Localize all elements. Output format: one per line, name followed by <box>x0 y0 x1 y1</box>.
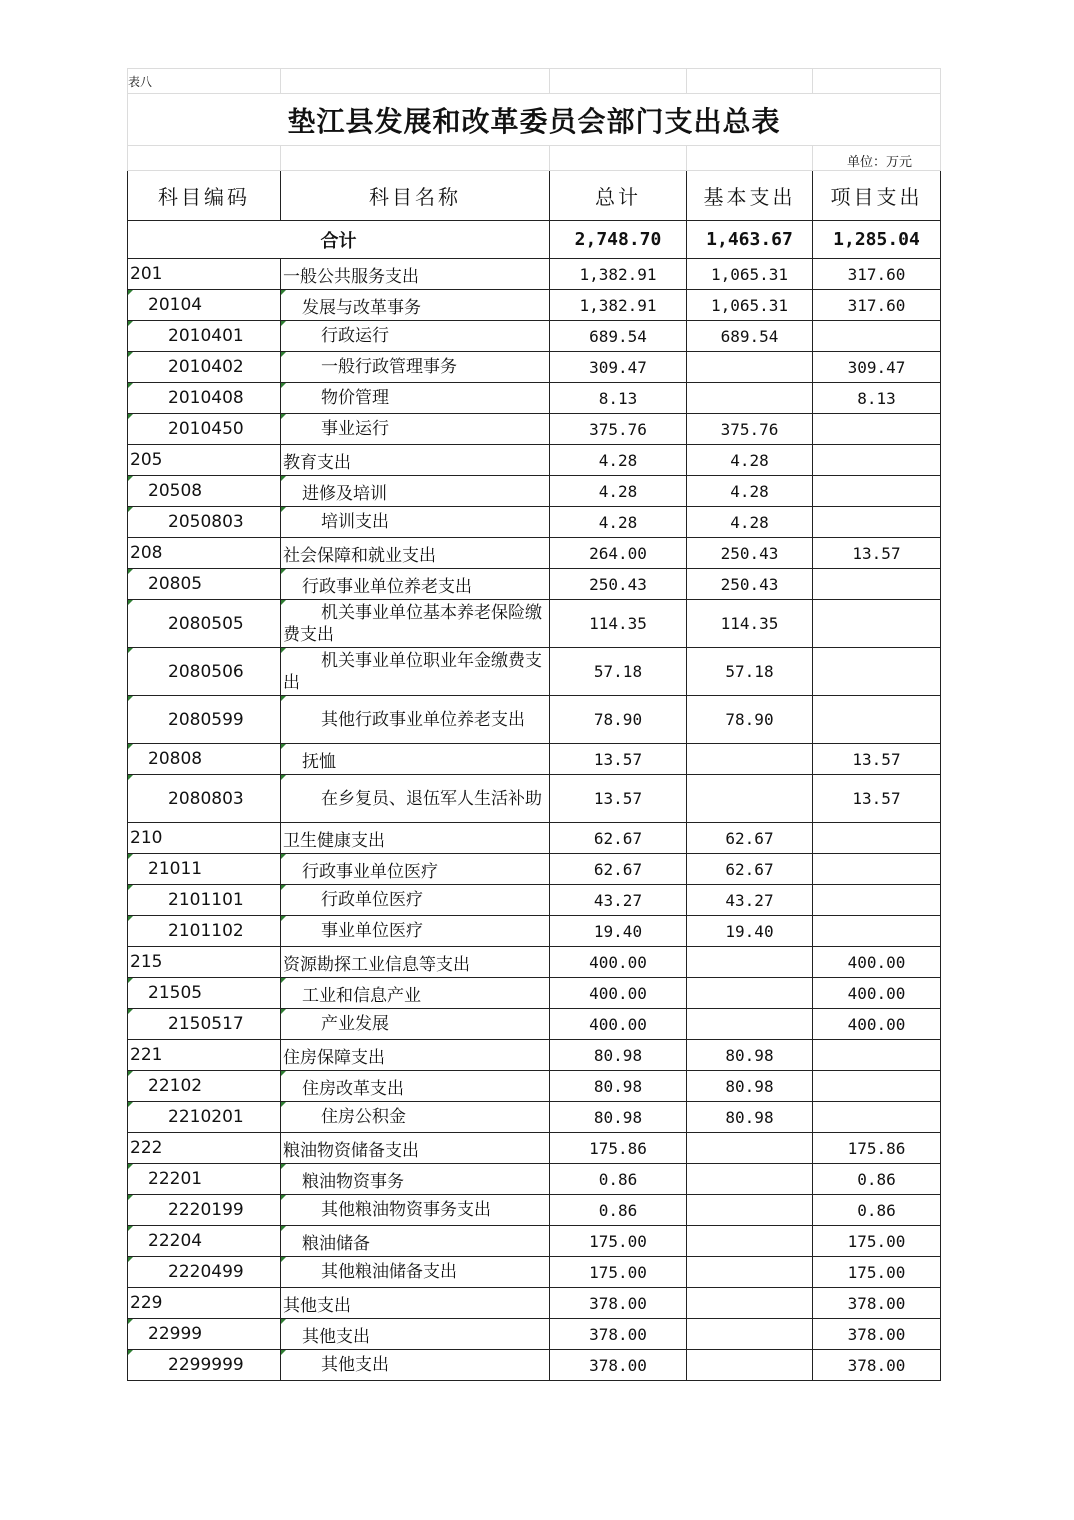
row-name: 其他粮油物资事务支出 <box>281 1195 550 1226</box>
row-project <box>813 414 941 445</box>
row-basic <box>687 1164 813 1195</box>
row-project <box>813 1071 941 1102</box>
row-code: 20808 <box>128 744 281 775</box>
row-basic <box>687 383 813 414</box>
row-name: 卫生健康支出 <box>281 823 550 854</box>
row-project <box>813 569 941 600</box>
table-row <box>128 414 941 445</box>
row-basic: 250.43 <box>687 538 813 569</box>
row-total: 62.67 <box>550 854 687 885</box>
table-header-row <box>128 171 941 221</box>
row-basic: 4.28 <box>687 445 813 476</box>
row-name: 事业单位医疗 <box>281 916 550 947</box>
expenditure-table <box>127 68 941 1381</box>
row-code: 2101101 <box>128 885 281 916</box>
row-total: 1,382.91 <box>550 259 687 290</box>
row-basic <box>687 1288 813 1319</box>
row-project <box>813 600 941 648</box>
row-name: 抚恤 <box>281 744 550 775</box>
row-project <box>813 648 941 696</box>
row-name: 发展与改革事务 <box>281 290 550 321</box>
row-project <box>813 916 941 947</box>
row-total: 689.54 <box>550 321 687 352</box>
expenditure-sheet <box>127 68 940 1381</box>
table-number-label: 表八 <box>128 69 281 94</box>
row-total: 19.40 <box>550 916 687 947</box>
row-project <box>813 823 941 854</box>
table-row <box>128 1009 941 1040</box>
row-basic <box>687 1257 813 1288</box>
table-row <box>128 290 941 321</box>
total-total: 2,748.70 <box>550 221 687 259</box>
row-name: 机关事业单位职业年金缴费支出 <box>281 648 550 696</box>
row-name: 产业发展 <box>281 1009 550 1040</box>
row-code: 2010408 <box>128 383 281 414</box>
row-basic: 80.98 <box>687 1040 813 1071</box>
row-name: 物价管理 <box>281 383 550 414</box>
row-total: 13.57 <box>550 775 687 823</box>
row-name: 在乡复员、退伍军人生活补助 <box>281 775 550 823</box>
row-code: 2080506 <box>128 648 281 696</box>
row-total: 264.00 <box>550 538 687 569</box>
table-row <box>128 854 941 885</box>
row-total: 175.00 <box>550 1226 687 1257</box>
row-total: 400.00 <box>550 978 687 1009</box>
row-project <box>813 321 941 352</box>
row-name: 其他支出 <box>281 1350 550 1381</box>
row-total: 378.00 <box>550 1288 687 1319</box>
row-project <box>813 885 941 916</box>
row-basic: 4.28 <box>687 507 813 538</box>
row-total: 80.98 <box>550 1102 687 1133</box>
row-name: 工业和信息产业 <box>281 978 550 1009</box>
total-project: 1,285.04 <box>813 221 941 259</box>
row-basic <box>687 978 813 1009</box>
row-name: 行政运行 <box>281 321 550 352</box>
table-row <box>128 823 941 854</box>
row-code: 22999 <box>128 1319 281 1350</box>
row-basic: 375.76 <box>687 414 813 445</box>
row-code: 21505 <box>128 978 281 1009</box>
table-row <box>128 1288 941 1319</box>
total-row <box>128 221 941 259</box>
table-row <box>128 1071 941 1102</box>
row-name: 机关事业单位基本养老保险缴费支出 <box>281 600 550 648</box>
row-name: 行政事业单位医疗 <box>281 854 550 885</box>
header-project: 项目支出 <box>813 171 941 221</box>
table-row <box>128 600 941 648</box>
row-code: 2299999 <box>128 1350 281 1381</box>
row-code: 229 <box>128 1288 281 1319</box>
row-total: 309.47 <box>550 352 687 383</box>
row-project: 400.00 <box>813 947 941 978</box>
row-basic: 1,065.31 <box>687 259 813 290</box>
table-row <box>128 445 941 476</box>
row-name: 粮油物资事务 <box>281 1164 550 1195</box>
row-project: 317.60 <box>813 290 941 321</box>
row-code: 2220199 <box>128 1195 281 1226</box>
table-row <box>128 1319 941 1350</box>
row-project: 378.00 <box>813 1350 941 1381</box>
row-name: 住房保障支出 <box>281 1040 550 1071</box>
row-total: 400.00 <box>550 1009 687 1040</box>
row-code: 2010402 <box>128 352 281 383</box>
row-project: 175.00 <box>813 1226 941 1257</box>
total-basic: 1,463.67 <box>687 221 813 259</box>
table-row <box>128 1350 941 1381</box>
row-name: 教育支出 <box>281 445 550 476</box>
row-code: 210 <box>128 823 281 854</box>
row-project: 309.47 <box>813 352 941 383</box>
row-total: 80.98 <box>550 1071 687 1102</box>
row-basic <box>687 1133 813 1164</box>
row-total: 400.00 <box>550 947 687 978</box>
row-basic <box>687 1226 813 1257</box>
row-project: 13.57 <box>813 538 941 569</box>
table-row <box>128 775 941 823</box>
header-basic: 基本支出 <box>687 171 813 221</box>
row-total: 57.18 <box>550 648 687 696</box>
table-row <box>128 744 941 775</box>
row-code: 2010401 <box>128 321 281 352</box>
row-basic: 689.54 <box>687 321 813 352</box>
row-code: 2080803 <box>128 775 281 823</box>
row-project <box>813 476 941 507</box>
table-row <box>128 947 941 978</box>
row-total: 80.98 <box>550 1040 687 1071</box>
table-row <box>128 916 941 947</box>
row-code: 2050803 <box>128 507 281 538</box>
row-name: 其他支出 <box>281 1319 550 1350</box>
row-basic: 43.27 <box>687 885 813 916</box>
row-basic: 1,065.31 <box>687 290 813 321</box>
row-basic: 80.98 <box>687 1102 813 1133</box>
row-project: 0.86 <box>813 1195 941 1226</box>
row-total: 0.86 <box>550 1195 687 1226</box>
row-basic: 4.28 <box>687 476 813 507</box>
unit-label: 单位：万元 <box>813 146 941 171</box>
row-total: 378.00 <box>550 1319 687 1350</box>
row-total: 375.76 <box>550 414 687 445</box>
row-total: 175.86 <box>550 1133 687 1164</box>
row-code: 20508 <box>128 476 281 507</box>
table-row <box>128 978 941 1009</box>
table-row <box>128 321 941 352</box>
row-code: 22204 <box>128 1226 281 1257</box>
row-code: 22201 <box>128 1164 281 1195</box>
table-row <box>128 648 941 696</box>
table-row <box>128 538 941 569</box>
row-name: 行政单位医疗 <box>281 885 550 916</box>
row-code: 2220499 <box>128 1257 281 1288</box>
row-name: 培训支出 <box>281 507 550 538</box>
row-name: 住房公积金 <box>281 1102 550 1133</box>
row-total: 43.27 <box>550 885 687 916</box>
row-total: 13.57 <box>550 744 687 775</box>
row-basic <box>687 775 813 823</box>
table-row <box>128 352 941 383</box>
row-code: 2101102 <box>128 916 281 947</box>
row-code: 20805 <box>128 569 281 600</box>
header-total: 总计 <box>550 171 687 221</box>
row-project <box>813 1102 941 1133</box>
table-row <box>128 1102 941 1133</box>
row-basic: 78.90 <box>687 696 813 744</box>
table-row <box>128 885 941 916</box>
row-name: 住房改革支出 <box>281 1071 550 1102</box>
row-code: 2080599 <box>128 696 281 744</box>
row-total: 8.13 <box>550 383 687 414</box>
page-title: 垫江县发展和改革委员会部门支出总表 <box>128 94 941 146</box>
table-row <box>128 507 941 538</box>
row-total: 250.43 <box>550 569 687 600</box>
row-code: 205 <box>128 445 281 476</box>
row-code: 20104 <box>128 290 281 321</box>
row-name: 进修及培训 <box>281 476 550 507</box>
row-project: 400.00 <box>813 1009 941 1040</box>
row-project: 317.60 <box>813 259 941 290</box>
table-row <box>128 1040 941 1071</box>
row-code: 2210201 <box>128 1102 281 1133</box>
row-basic: 250.43 <box>687 569 813 600</box>
row-basic <box>687 1319 813 1350</box>
row-basic <box>687 1350 813 1381</box>
header-code: 科目编码 <box>128 171 281 221</box>
row-project <box>813 445 941 476</box>
row-project <box>813 696 941 744</box>
row-code: 22102 <box>128 1071 281 1102</box>
row-name: 社会保障和就业支出 <box>281 538 550 569</box>
row-total: 0.86 <box>550 1164 687 1195</box>
row-basic: 80.98 <box>687 1071 813 1102</box>
row-project: 175.86 <box>813 1133 941 1164</box>
row-code: 21011 <box>128 854 281 885</box>
row-total: 114.35 <box>550 600 687 648</box>
table-row <box>128 1195 941 1226</box>
table-row <box>128 383 941 414</box>
row-basic: 57.18 <box>687 648 813 696</box>
row-code: 2080505 <box>128 600 281 648</box>
row-name: 粮油储备 <box>281 1226 550 1257</box>
row-project <box>813 854 941 885</box>
table-row <box>128 1257 941 1288</box>
row-code: 208 <box>128 538 281 569</box>
row-total: 4.28 <box>550 445 687 476</box>
row-name: 一般行政管理事务 <box>281 352 550 383</box>
table-row <box>128 259 941 290</box>
row-name: 行政事业单位养老支出 <box>281 569 550 600</box>
row-name: 其他行政事业单位养老支出 <box>281 696 550 744</box>
table-row <box>128 1226 941 1257</box>
row-project <box>813 1040 941 1071</box>
table-row <box>128 1164 941 1195</box>
row-basic: 62.67 <box>687 854 813 885</box>
row-basic <box>687 1195 813 1226</box>
row-code: 2150517 <box>128 1009 281 1040</box>
row-name: 其他粮油储备支出 <box>281 1257 550 1288</box>
row-code: 222 <box>128 1133 281 1164</box>
row-total: 78.90 <box>550 696 687 744</box>
row-total: 62.67 <box>550 823 687 854</box>
row-project: 0.86 <box>813 1164 941 1195</box>
row-total: 175.00 <box>550 1257 687 1288</box>
table-row <box>128 1133 941 1164</box>
row-total: 378.00 <box>550 1350 687 1381</box>
table-row <box>128 476 941 507</box>
row-project: 400.00 <box>813 978 941 1009</box>
row-project <box>813 507 941 538</box>
total-label: 合计 <box>128 221 550 259</box>
table-row <box>128 569 941 600</box>
row-code: 2010450 <box>128 414 281 445</box>
row-name: 其他支出 <box>281 1288 550 1319</box>
row-project: 175.00 <box>813 1257 941 1288</box>
row-basic: 19.40 <box>687 916 813 947</box>
row-project: 378.00 <box>813 1319 941 1350</box>
row-name: 粮油物资储备支出 <box>281 1133 550 1164</box>
row-name: 资源勘探工业信息等支出 <box>281 947 550 978</box>
row-basic <box>687 744 813 775</box>
row-basic <box>687 1009 813 1040</box>
row-basic <box>687 352 813 383</box>
row-basic: 62.67 <box>687 823 813 854</box>
header-name: 科目名称 <box>281 171 550 221</box>
row-project: 8.13 <box>813 383 941 414</box>
row-basic <box>687 947 813 978</box>
row-total: 4.28 <box>550 507 687 538</box>
row-code: 201 <box>128 259 281 290</box>
row-total: 4.28 <box>550 476 687 507</box>
row-name: 事业运行 <box>281 414 550 445</box>
row-total: 1,382.91 <box>550 290 687 321</box>
row-name: 一般公共服务支出 <box>281 259 550 290</box>
table-row <box>128 696 941 744</box>
row-project: 13.57 <box>813 775 941 823</box>
row-code: 215 <box>128 947 281 978</box>
row-basic: 114.35 <box>687 600 813 648</box>
row-project: 378.00 <box>813 1288 941 1319</box>
row-project: 13.57 <box>813 744 941 775</box>
row-code: 221 <box>128 1040 281 1071</box>
